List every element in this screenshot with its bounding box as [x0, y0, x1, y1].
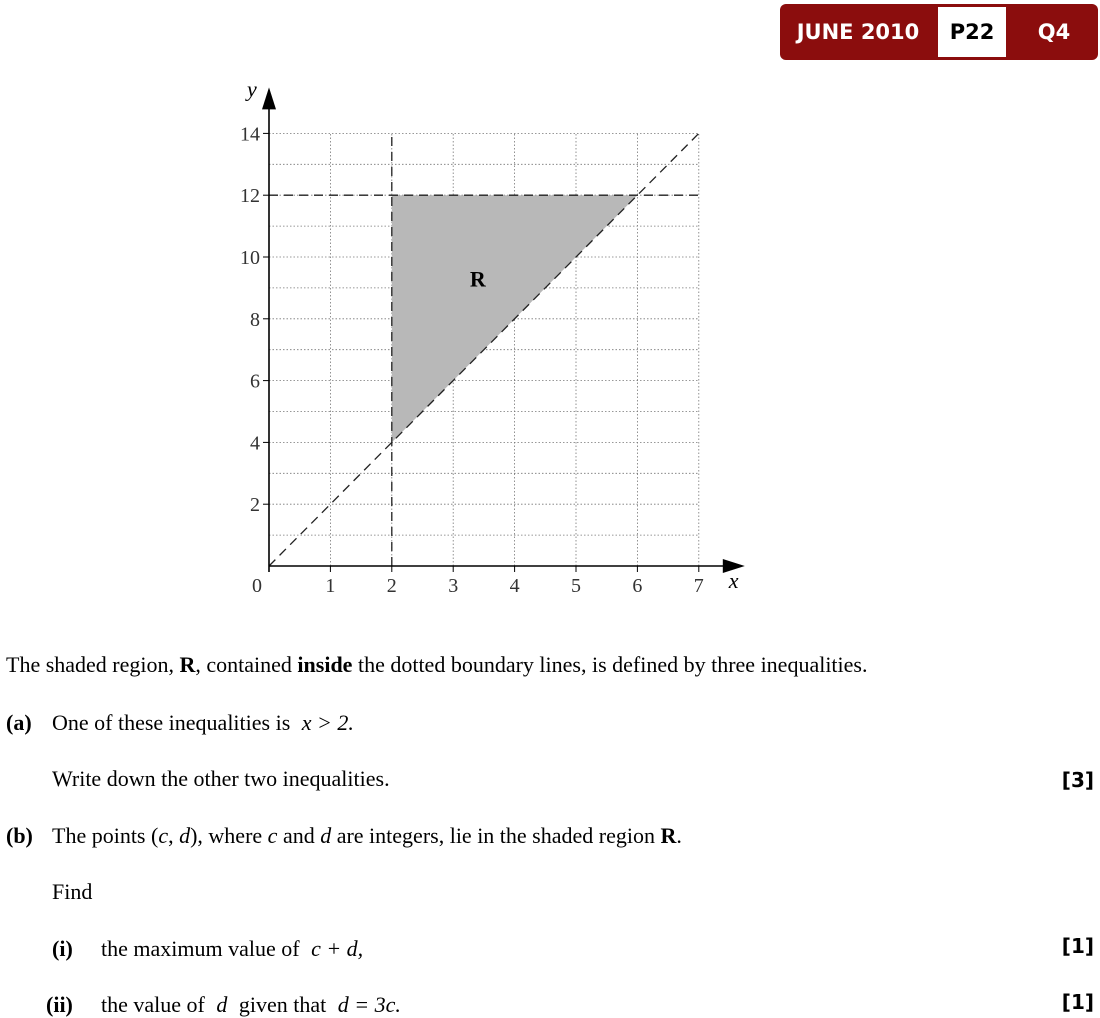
b-part: ), where [190, 823, 268, 848]
y-axis-label: y [247, 76, 257, 102]
x-tick-label: 7 [693, 575, 704, 597]
x-tick-label: 5 [571, 575, 581, 597]
y-tick-label: 14 [240, 123, 260, 146]
ii-stem: the value of [101, 992, 205, 1017]
y-tick-label: 12 [240, 185, 260, 208]
part-ii-text [101, 992, 401, 1018]
y-tick-label: 2 [250, 494, 260, 517]
y-axis-arrow [262, 87, 276, 109]
part-i-text [101, 936, 363, 962]
y-tick-label: 10 [240, 247, 260, 269]
part-ii-marks: [1] [1061, 990, 1094, 1014]
y-tick-label: 6 [250, 370, 260, 393]
intro-part: The shaded region, [6, 652, 180, 677]
part-a-label: (a) [6, 710, 32, 735]
x-tick-label: 2 [386, 575, 397, 597]
x-tick-label: 0 [252, 575, 262, 597]
x-axis-label: x [728, 568, 739, 593]
ii-var: d [216, 992, 228, 1017]
given-inequality: x > 2. [301, 710, 354, 735]
b-var: d [179, 823, 191, 848]
find-text: Find [52, 879, 93, 904]
i-expression: c + d, [311, 936, 364, 961]
region-ref: R [179, 652, 196, 677]
b-part: . [676, 823, 682, 848]
b-part: and [277, 823, 321, 848]
part-a-marks: [3] [1061, 768, 1094, 792]
ii-stem: given that [238, 992, 327, 1017]
region-label: R [469, 266, 486, 292]
x-tick-label: 1 [325, 575, 336, 597]
b-var: c [158, 823, 169, 848]
region-ref: R [660, 823, 677, 848]
part-i-label: (i) [52, 936, 73, 961]
inside-emphasis: inside [297, 652, 353, 677]
part-i-marks: [1] [1061, 934, 1094, 958]
y-tick-label: 8 [250, 308, 260, 331]
part-a-stem: One of these inequalities is [52, 710, 291, 735]
part-b-text [52, 823, 682, 849]
b-var: d [320, 823, 332, 848]
b-part: , [168, 823, 180, 848]
session-label: JUNE 2010 [796, 20, 920, 44]
b-var: c [267, 823, 278, 848]
intro-text [6, 652, 868, 678]
x-tick-label: 6 [632, 575, 643, 597]
question-label: Q4 [1037, 20, 1071, 44]
ii-expression: d = 3c. [337, 992, 401, 1017]
intro-part: the dotted boundary lines, is defined by three inequalities. [352, 652, 868, 677]
part-a-text [52, 710, 354, 736]
i-stem: the maximum value of [101, 936, 300, 961]
paper-label: P22 [938, 7, 1006, 57]
part-a-instruction: Write down the other two inequalities. [52, 766, 390, 791]
x-tick-label: 4 [509, 575, 520, 597]
b-part: are integers, lie in the shaded region [331, 823, 661, 848]
intro-part: , contained [195, 652, 298, 677]
part-b-label: (b) [6, 823, 33, 848]
y-tick-label: 4 [250, 432, 260, 455]
part-ii-label: (ii) [46, 992, 73, 1017]
x-tick-label: 3 [448, 575, 459, 597]
b-part: The points ( [52, 823, 159, 848]
